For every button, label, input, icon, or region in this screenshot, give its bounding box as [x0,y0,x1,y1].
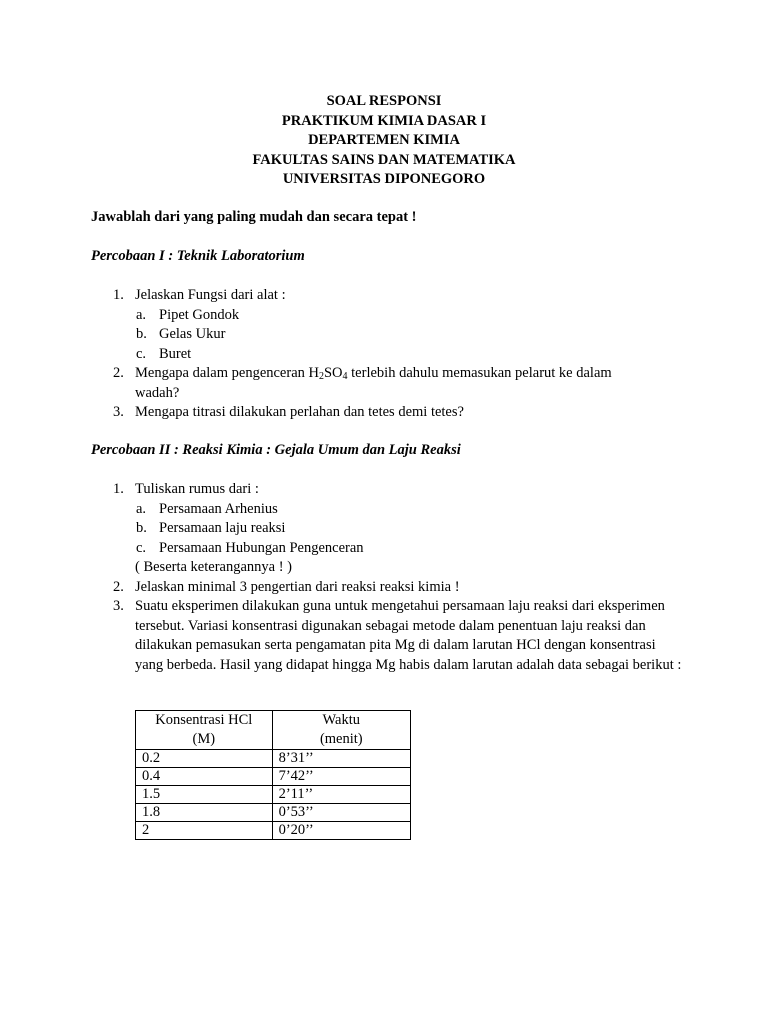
header-line: UNIVERSITAS DIPONEGORO [282,171,486,187]
table-cell: 2’11’’ [272,786,410,804]
table-cell: 0’53’’ [272,804,410,822]
question-list-2 [113,480,682,675]
table-row [136,786,411,804]
question-number: 2. [113,365,124,381]
header-cell-line: Konsentrasi HCl [155,712,253,728]
sub-item-letter: a. [136,500,147,517]
question-item [113,403,673,423]
sub-item-text: Persamaan laju reaksi [159,520,286,536]
sub-item-text: Persamaan Hubungan Pengenceran [159,539,364,556]
sub-item-text: Persamaan Arhenius [159,500,278,517]
question-number: 1. [113,481,124,497]
table-cell: 0.4 [136,768,273,786]
data-table [135,710,411,840]
question-number: 3. [113,598,124,614]
question-text: Mengapa titrasi dilakukan perlahan dan tetes demi tetes? [135,404,464,420]
header-cell-line: Waktu [322,712,361,728]
question-text: Jelaskan minimal 3 pengertian dari reaksi reaksi kimia ! [135,578,460,595]
header-line: FAKULTAS SAINS DAN MATEMATIKA [252,151,516,168]
section-title-2: Percobaan II : Reaksi Kimia : Gejala Umum dan Laju Reaksi [91,442,461,458]
question-text: Suatu eksperimen dilakukan guna untuk mengetahui persamaan laju reaksi dari eksperimen tersebut. Variasi konsentrasi digunakan sebagai metode dalam penentuan laju reaksi dan dilakukan pemasukan serta pengamatan pita Mg di dalam larutan HCl dengan konsentrasi yang berbeda. Hasil yang didapat hingga Mg habis dalam larutan adalah data sebagai berikut : [135,598,682,673]
header-line: SOAL RESPONSI [326,93,442,109]
question-item [113,597,683,675]
table-header-cell [272,711,410,750]
subscript: 4 [342,371,348,382]
question-text: Tuliskan rumus dari : [135,481,259,497]
sub-item-text: Buret [159,345,192,362]
sub-item-letter: c. [136,539,147,556]
question-number: 3. [113,404,124,420]
question-item [113,578,673,598]
table-row [136,804,411,822]
sub-item [113,306,673,326]
question-number: 2. [113,578,124,595]
sub-item [113,345,673,365]
instruction-text: Jawablah dari yang paling mudah dan secara tepat ! [91,209,417,225]
header-cell-line: (menit) [319,731,363,747]
table-cell: 1.5 [136,786,273,804]
table-cell: 0.2 [136,750,273,768]
sub-item-letter: c. [136,345,147,362]
table-header-cell [136,711,273,750]
header-line: PRAKTIKUM KIMIA DASAR I [281,112,487,129]
table-cell: 0’20’’ [272,822,410,840]
table-cell: 7’42’’ [272,768,410,786]
table-cell: 8’31’’ [272,750,410,768]
subscript: 2 [318,371,324,382]
question-item [113,480,673,500]
question-text-part: terlebih dahulu memasukan pelarut ke dalam wadah? [135,365,612,401]
header-line: DEPARTEMEN KIMIA [308,132,460,148]
question-text [135,365,612,401]
question-number: 1. [113,287,124,303]
document-header [0,92,768,190]
table-row [136,768,411,786]
header-cell-line: (M) [192,731,216,747]
question-list-1 [113,286,673,423]
sub-item [113,539,673,559]
table-row [136,750,411,768]
question-text-part: Mengapa dalam pengenceran H [135,365,319,381]
question-text-part: SO [323,365,343,381]
question-note: ( Beserta keterangannya ! ) [135,559,293,575]
question-text: Jelaskan Fungsi dari alat : [135,287,286,303]
section-title-1: Percobaan I : Teknik Laboratorium [91,248,305,264]
sub-item-letter: a. [136,306,147,323]
table-header-row [136,711,411,750]
table-cell: 1.8 [136,804,273,822]
sub-item-text: Pipet Gondok [159,306,240,323]
table-row [136,822,411,840]
sub-item [113,500,673,520]
table-cell: 2 [136,822,273,840]
sub-item [113,325,673,345]
sub-item-text: Gelas Ukur [159,326,226,342]
sub-item [113,519,673,539]
sub-item-letter: b. [136,520,147,536]
sub-item-letter: b. [136,326,147,342]
question-item [113,364,653,403]
question-item [113,286,673,306]
